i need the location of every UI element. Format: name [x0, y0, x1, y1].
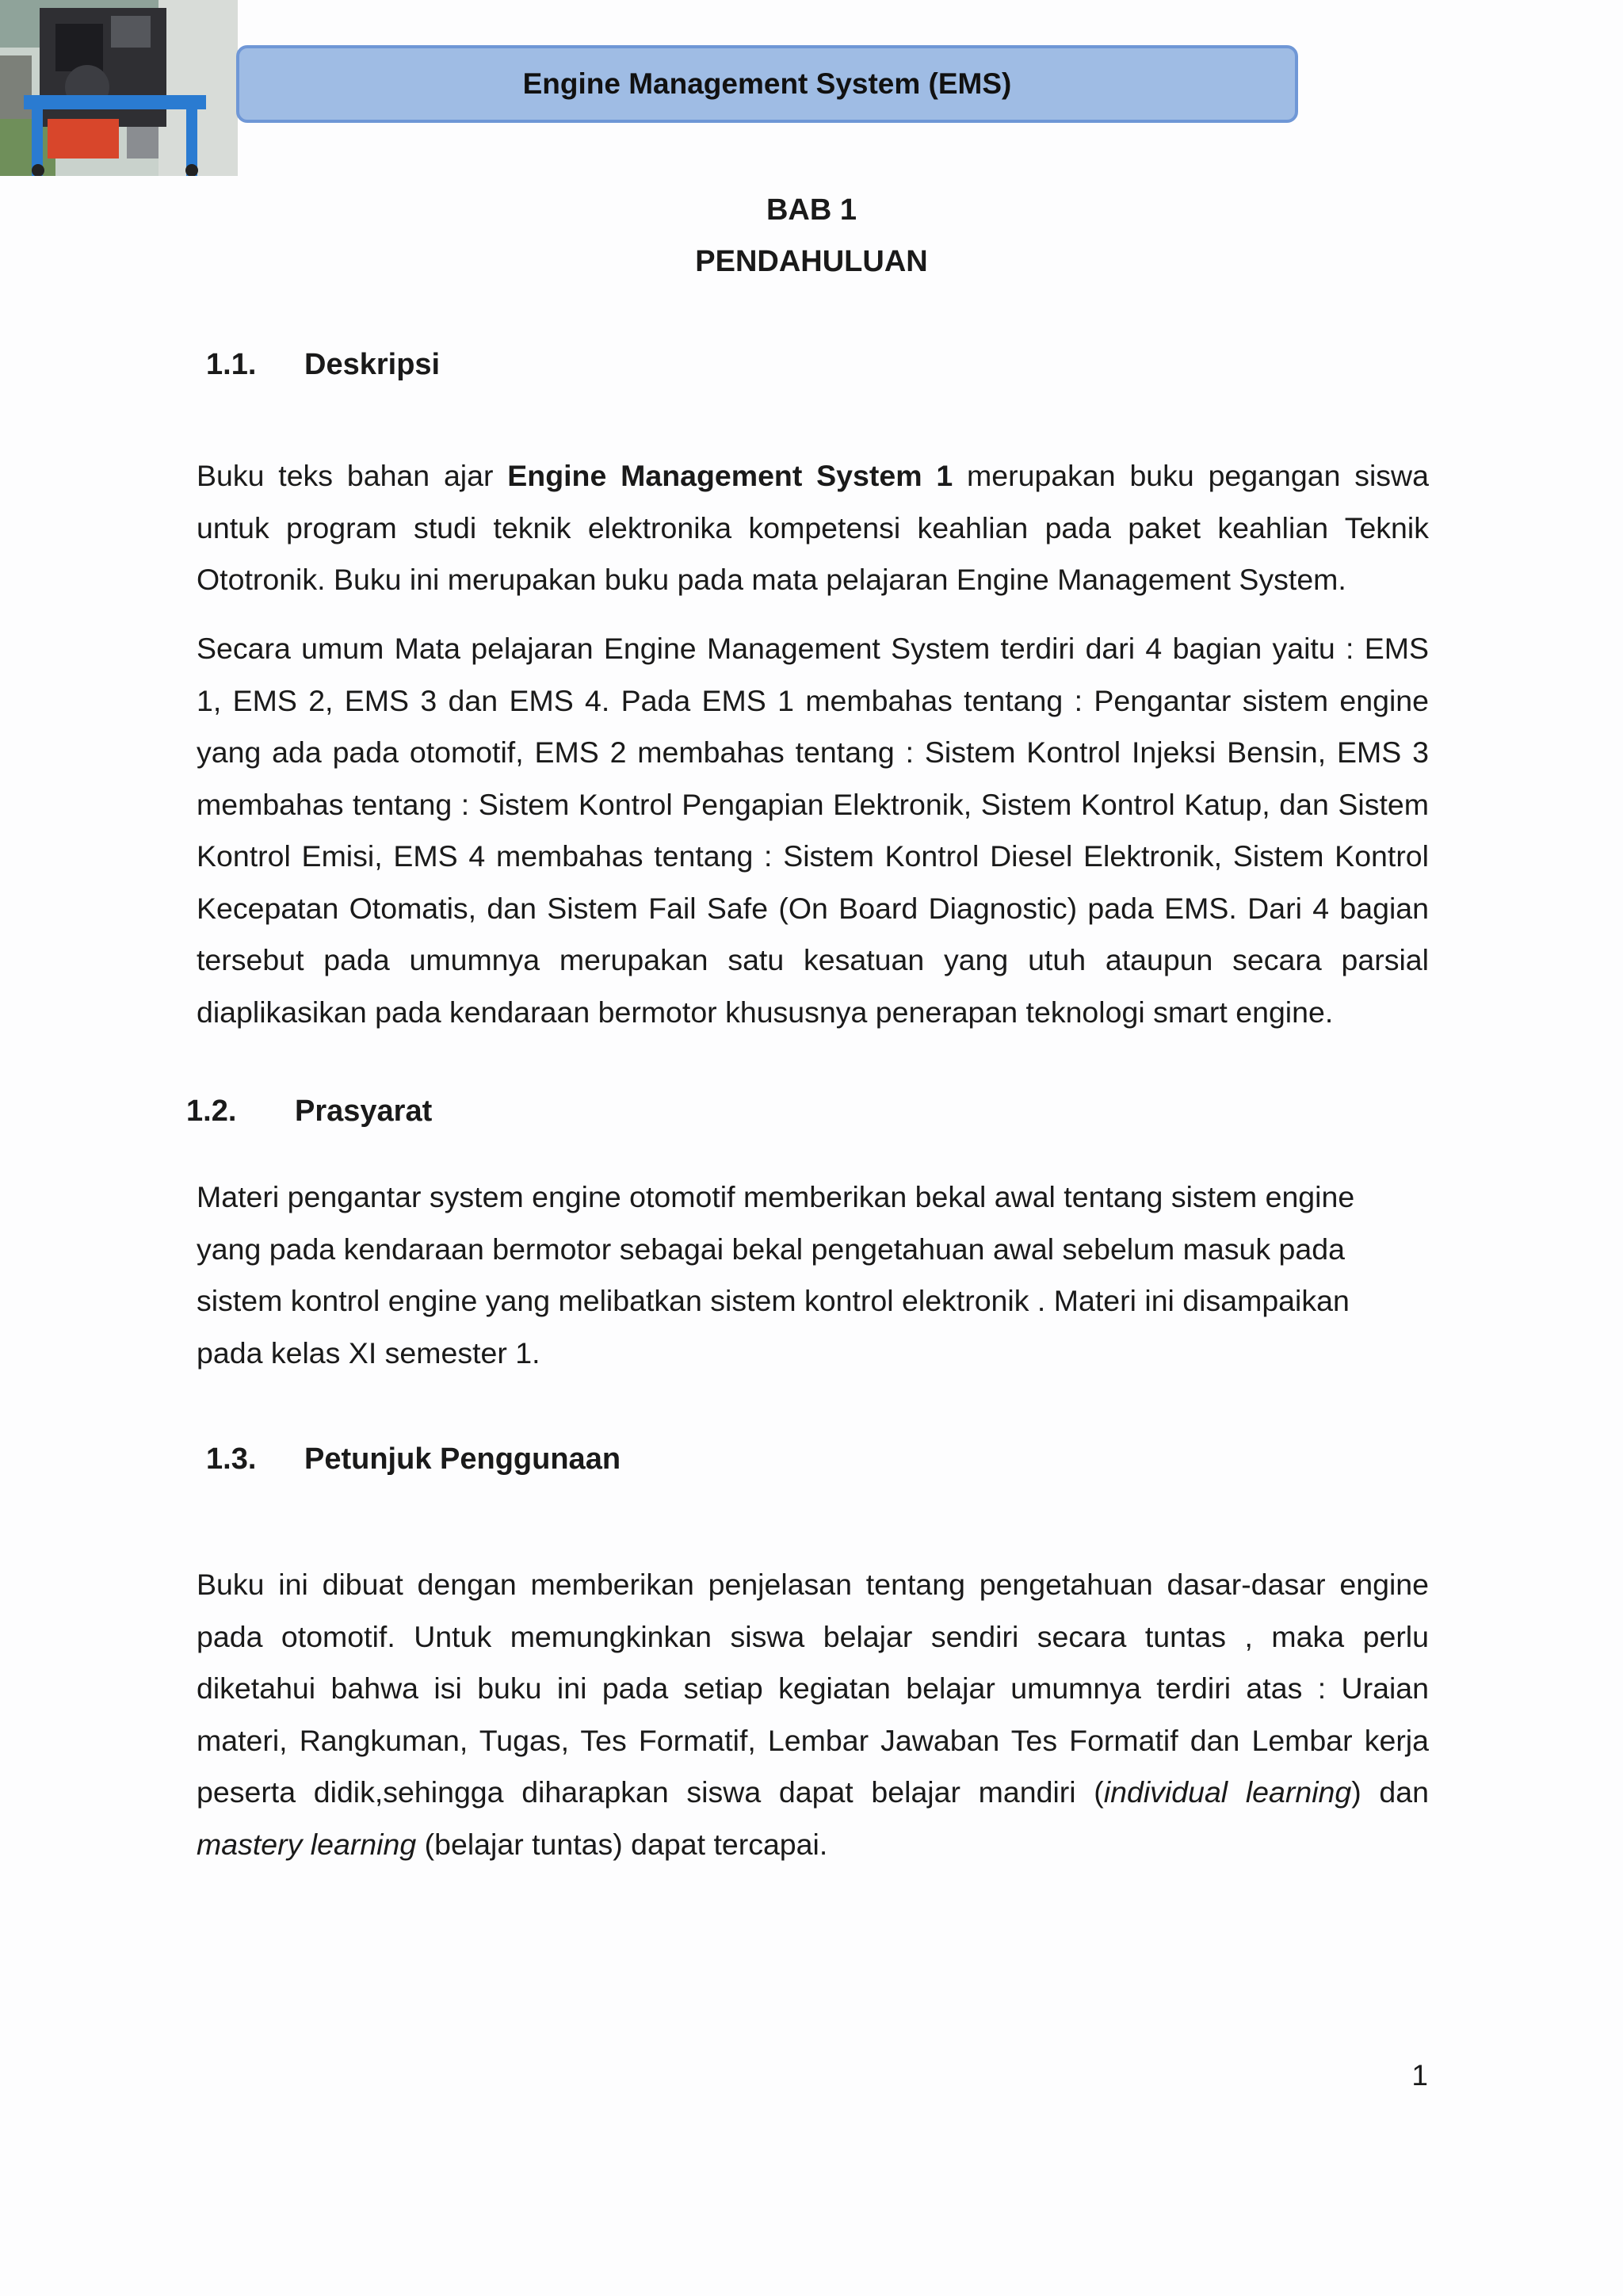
chapter-title: PENDAHULUAN [695, 245, 928, 278]
header-banner [236, 45, 1298, 123]
section-heading-prasyarat [186, 1095, 432, 1129]
paragraph-line: yang pada kendaraan bermotor sebagai bekal pengetahuan awal sebelum masuk pada [197, 1232, 1345, 1266]
deskripsi-paragraph-1: Buku teks bahan ajar Engine Management System 1 merupakan buku pegangan siswa untuk program studi teknik elektronika kompetensi keahlian pada paket keahlian Teknik Ototronik. Buku ini merupakan buku pada mata pelajaran Engine Management System. [197, 459, 1429, 596]
header-title: Engine Management System (EMS) [522, 67, 1012, 100]
section-heading-deskripsi [206, 348, 440, 382]
section-title: Petunjuk Penggunaan [304, 1442, 621, 1476]
section-number: 1.3. [206, 1442, 257, 1476]
italic-term: mastery learning [197, 1827, 417, 1861]
page-number: 1 [1411, 2059, 1428, 2092]
chapter-number: BAB 1 [766, 193, 857, 227]
paragraph-line: Materi pengantar system engine otomotif memberikan bekal awal tentang sistem engine [197, 1180, 1355, 1213]
section-heading-petunjuk [206, 1442, 621, 1477]
book-title-bold: Engine Management System 1 [507, 459, 953, 492]
section-number: 1.1. [206, 348, 257, 381]
paragraph-line: pada kelas XI semester 1. [197, 1335, 540, 1370]
deskripsi-paragraph-2: Secara umum Mata pelajaran Engine Management System terdiri dari 4 bagian yaitu : EMS 1, EMS 2, EMS 3 dan EMS 4. Pada EMS 1 membahas tentang : Pengantar sistem engine yang ada pada otomotif, EMS 2 membahas tentang : Sistem Kontrol Injeksi Bensin, EMS 3 membahas tentang : Sistem Kontrol Pengapian Elektronik, Sistem Kontrol Katup, dan Sistem Kontrol Emisi, EMS 4 membahas tentang : Sistem Kontrol Diesel Elektronik, Sistem Kontrol Kecepatan Otomatis, dan Sistem Fail Safe (On Board Diagnostic) pada EMS. Dari 4 bagian tersebut pada umumnya merupakan satu kesatuan yang utuh ataupun secara parsial diaplikasikan pada kendaraan bermotor khususnya penerapan teknologi smart engine. [197, 632, 1429, 1029]
section-title: Prasyarat [295, 1095, 433, 1128]
paragraph-line: sistem kontrol engine yang melibatkan sistem kontrol elektronik . Materi ini disampaikan [197, 1284, 1350, 1317]
prasyarat-paragraph [197, 1171, 1354, 1379]
section-title: Deskripsi [304, 348, 441, 381]
section-number: 1.2. [186, 1095, 237, 1128]
italic-term: individual learning [1103, 1775, 1352, 1809]
engine-trainer-photo [0, 0, 238, 176]
petunjuk-paragraph: Buku ini dibuat dengan memberikan penjelasan tentang pengetahuan dasar-dasar engine pada otomotif. Untuk memungkinkan siswa belajar sendiri secara tuntas , maka perlu diketahui bahwa isi buku ini pada setiap kegiatan belajar umumnya terdiri atas : Uraian materi, Rangkuman, Tugas, Tes Formatif, Lembar Jawaban Tes Formatif dan Lembar kerja peserta didik,sehingga diharapkan siswa dapat belajar mandiri (individual learning) dan mastery learning (belajar tuntas) dapat tercapai. [197, 1568, 1429, 1861]
